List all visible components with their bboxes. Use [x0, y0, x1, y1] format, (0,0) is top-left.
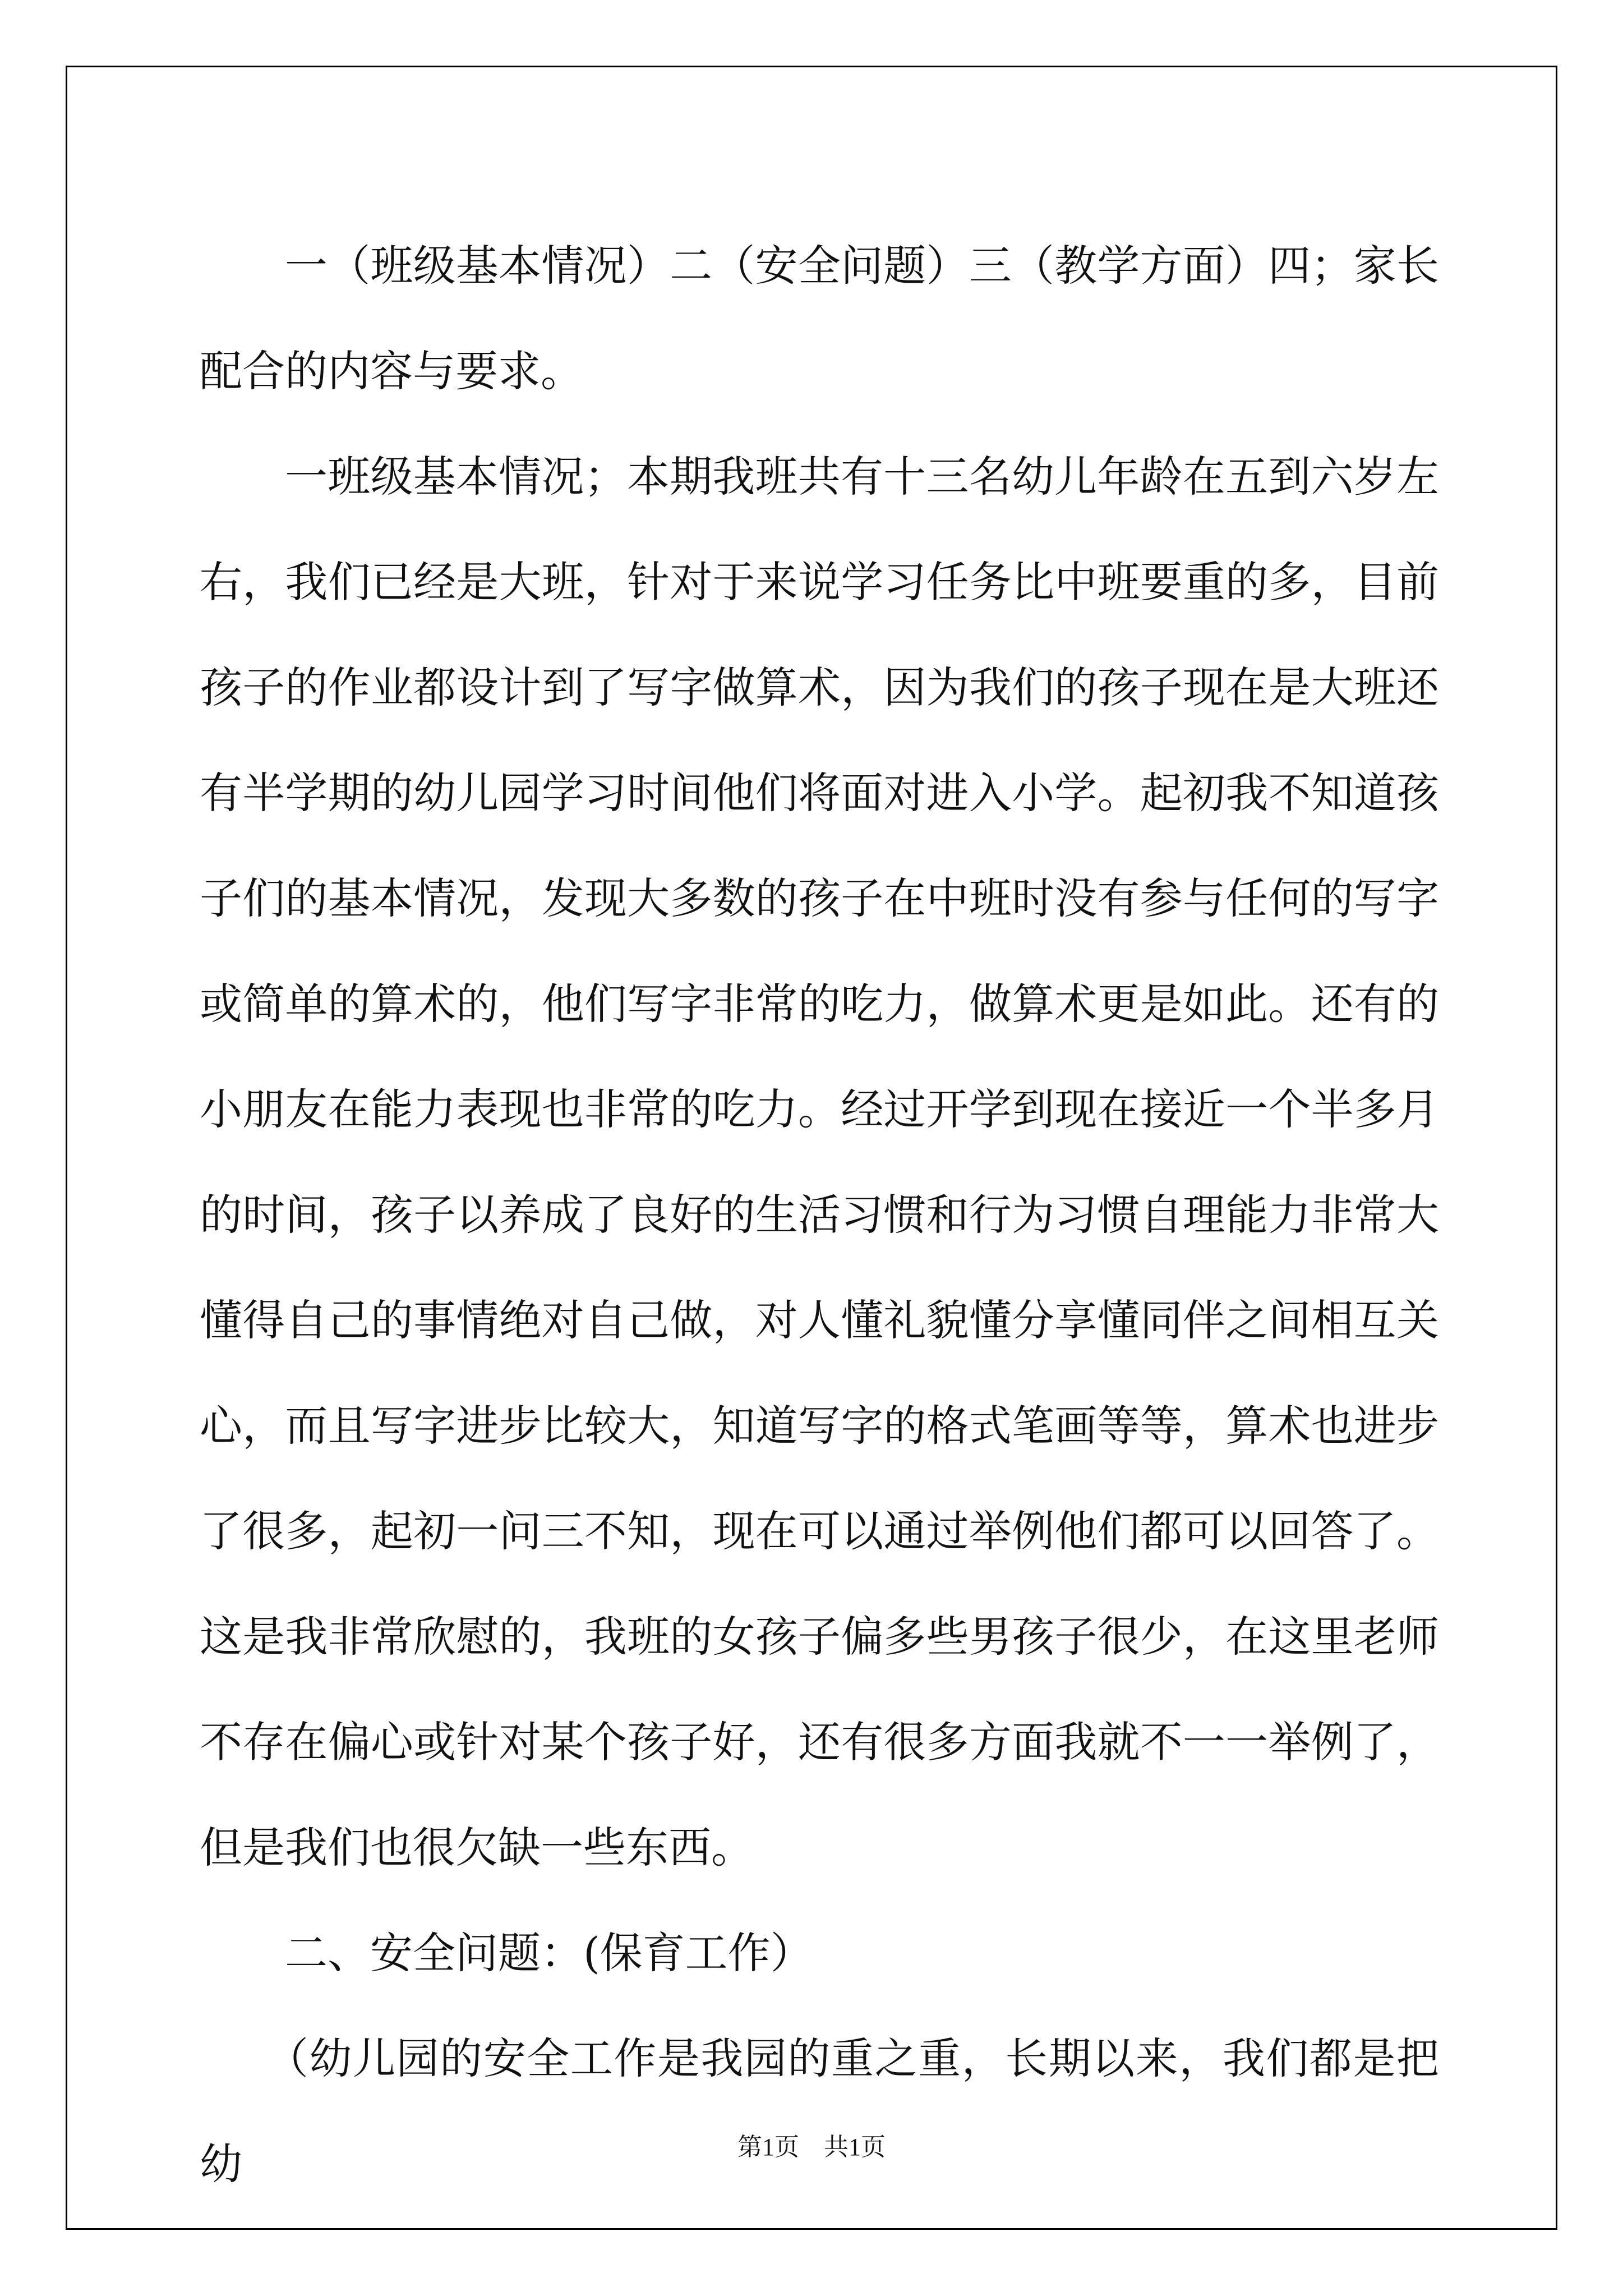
- paragraph-safety-heading: 二、安全问题：(保育工作）: [285, 1928, 813, 1978]
- paragraph-safety-intro: （幼儿园的安全工作是我园的重之重，长期以来，我们都是把幼: [200, 2033, 1439, 2189]
- page-number: 第1页 共1页: [737, 2133, 886, 2161]
- document-body: [200, 213, 1439, 2217]
- paragraph-outline: 一（班级基本情况）二（安全问题）三（教学方面）四；家长配合的内容与要求。: [200, 241, 1439, 396]
- paragraph-class-situation: 一班级基本情况；本期我班共有十三名幼儿年龄在五到六岁左右，我们已经是大班，针对于来说学习任务比中班要重的多，目前孩子的作业都设计到了写字做算术，因为我们的孩子现在是大班还有半学期的幼儿园学习时间他们将面对进入小学。起初我不知道孩子们的基本情况，发现大多数的孩子在中班时没有参与任何的写字或简单的算术的，他们写字非常的吃力，做算术更是如此。还有的小朋友在能力表现也非常的吃力。经过开学到现在接近一个半多月的时间，孩子以养成了良好的生活习惯和行为习惯自理能力非常大懂得自己的事情绝对自己做，对人懂礼貌懂分享懂同伴之间相互关心，而且写字进步比较大，知道写字的格式笔画等等，算术也进步了很多，起初一问三不知，现在可以通过举例他们都可以回答了。这是我非常欣慰的，我班的女孩子偏多些男孩子很少，在这里老师不存在偏心或针对某个孩子好，还有很多方面我就不一一举例了，但是我们也很欠缺一些东西。: [200, 452, 1439, 1872]
